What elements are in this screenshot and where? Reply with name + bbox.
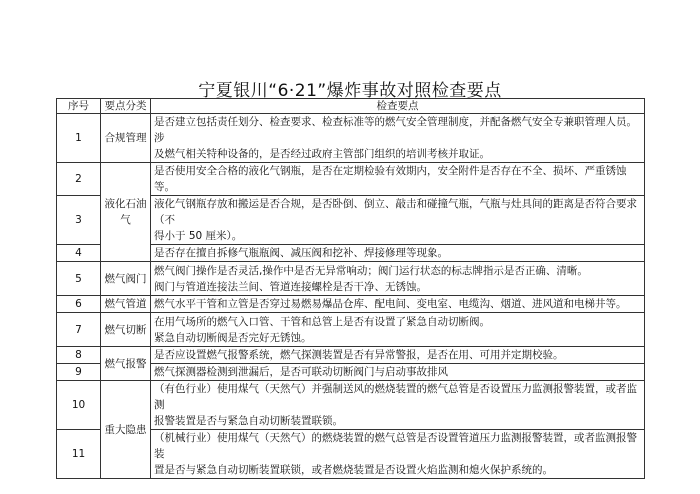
page-title: 宁夏银川“6·21”爆炸事故对照检查要点 [198, 81, 502, 101]
point-line: 及燃气相关特种设备的，是否经过政府主管部门组织的培训考核并取证。 [154, 148, 490, 160]
table-row [57, 296, 645, 313]
row-number: 6 [57, 296, 101, 313]
row-points [151, 296, 645, 313]
row-number: 9 [57, 364, 101, 381]
point-line: 燃气水平干管和立管是否穿过易燃易爆品仓库、配电间、变电室、电缆沟、烟道、进风道和电梯井等。 [154, 298, 627, 310]
row-category: 燃气阀门 [101, 262, 151, 296]
point-line: （机械行业）使用煤气（天然气）的燃烧装置的燃气总管是否设置管道压力监测报警装置，或者监测报警装 [154, 432, 637, 460]
point-line: 在用气场所的燃气入口管、干管和总管上是否有设置了紧急自动切断阀。 [154, 315, 490, 328]
row-points [151, 196, 645, 245]
row-points [151, 430, 645, 479]
point-line: 是否存在擅自拆修气瓶瓶阀、减压阀和挖补、焊接修理等现象。 [154, 247, 448, 259]
table-row [57, 114, 645, 163]
row-points [151, 245, 645, 262]
header-num: 序号 [57, 99, 101, 114]
row-category: 燃气管道 [101, 296, 151, 313]
table-row [57, 163, 645, 196]
row-number: 3 [57, 196, 101, 245]
table-header-row [57, 99, 645, 114]
point-line: （有色行业）使用煤气（天然气）并强制送风的燃烧装置的燃气总管是否设置压力监测报警装置，或者监测 [154, 383, 637, 411]
table-row [57, 262, 645, 296]
inspection-table [56, 98, 645, 479]
row-number: 11 [57, 430, 101, 479]
row-number: 2 [57, 163, 101, 196]
row-category: 燃气切断 [101, 313, 151, 347]
row-category: 液化石油气 [101, 163, 151, 262]
row-points [151, 163, 645, 196]
point-line: 紧急自动切断阀是否完好无锈蚀。 [154, 331, 312, 344]
point-line: 是否应设置燃气报警系统，燃气探测装置是否有异常警报，是否在用、可用并定期校验。 [154, 349, 564, 361]
row-points [151, 313, 645, 347]
point-line: 是否建立包括责任划分、检查要求、检查标准等的燃气安全管理制度，并配备燃气安全专兼职管理人员。涉 [154, 116, 637, 144]
point-line: 燃气阀门操作是否灵活,操作中是否无异常响动；阀门运行状态的标志牌指示是否正确、清晰。 [154, 264, 588, 277]
table-row [57, 381, 645, 430]
row-points [151, 262, 645, 296]
point-line: 得小于 50 厘米）。 [154, 230, 243, 242]
table-row [57, 347, 645, 364]
row-number: 5 [57, 262, 101, 296]
point-line: 置是否与紧急自动切断装置联锁，或者燃烧装置是否设置火焰监测和熄火保护系统的。 [154, 464, 553, 476]
row-points [151, 381, 645, 430]
row-points [151, 347, 645, 364]
point-line: 液化气钢瓶存放和搬运是否合规，是否卧倒、倒立、敲击和碰撞气瓶，气瓶与灶具间的距离是否符合要求（不 [154, 198, 637, 226]
row-category: 燃气报警 [101, 347, 151, 381]
point-line: 报警装置是否与紧急自动切断装置联锁。 [154, 415, 343, 427]
row-number: 4 [57, 245, 101, 262]
header-category: 要点分类 [101, 99, 151, 114]
row-points [151, 114, 645, 163]
row-number: 8 [57, 347, 101, 364]
row-category: 重大隐患 [101, 381, 151, 479]
table-row [57, 313, 645, 347]
header-points: 检查要点 [151, 99, 645, 114]
point-line: 燃气探测器检测到泄漏后，是否可联动切断阀门与启动事故排风 [154, 366, 448, 378]
row-number: 7 [57, 313, 101, 347]
point-line: 是否使用安全合格的液化气钢瓶，是否在定期检验有效期内，安全附件是否存在不全、损坏、严重锈蚀等。 [154, 165, 627, 193]
row-points [151, 364, 645, 381]
row-category: 合规管理 [101, 114, 151, 163]
row-number: 1 [57, 114, 101, 163]
row-number: 10 [57, 381, 101, 430]
point-line: 阀门与管道连接法兰间、管道连接螺栓是否干净、无锈蚀。 [154, 280, 427, 293]
